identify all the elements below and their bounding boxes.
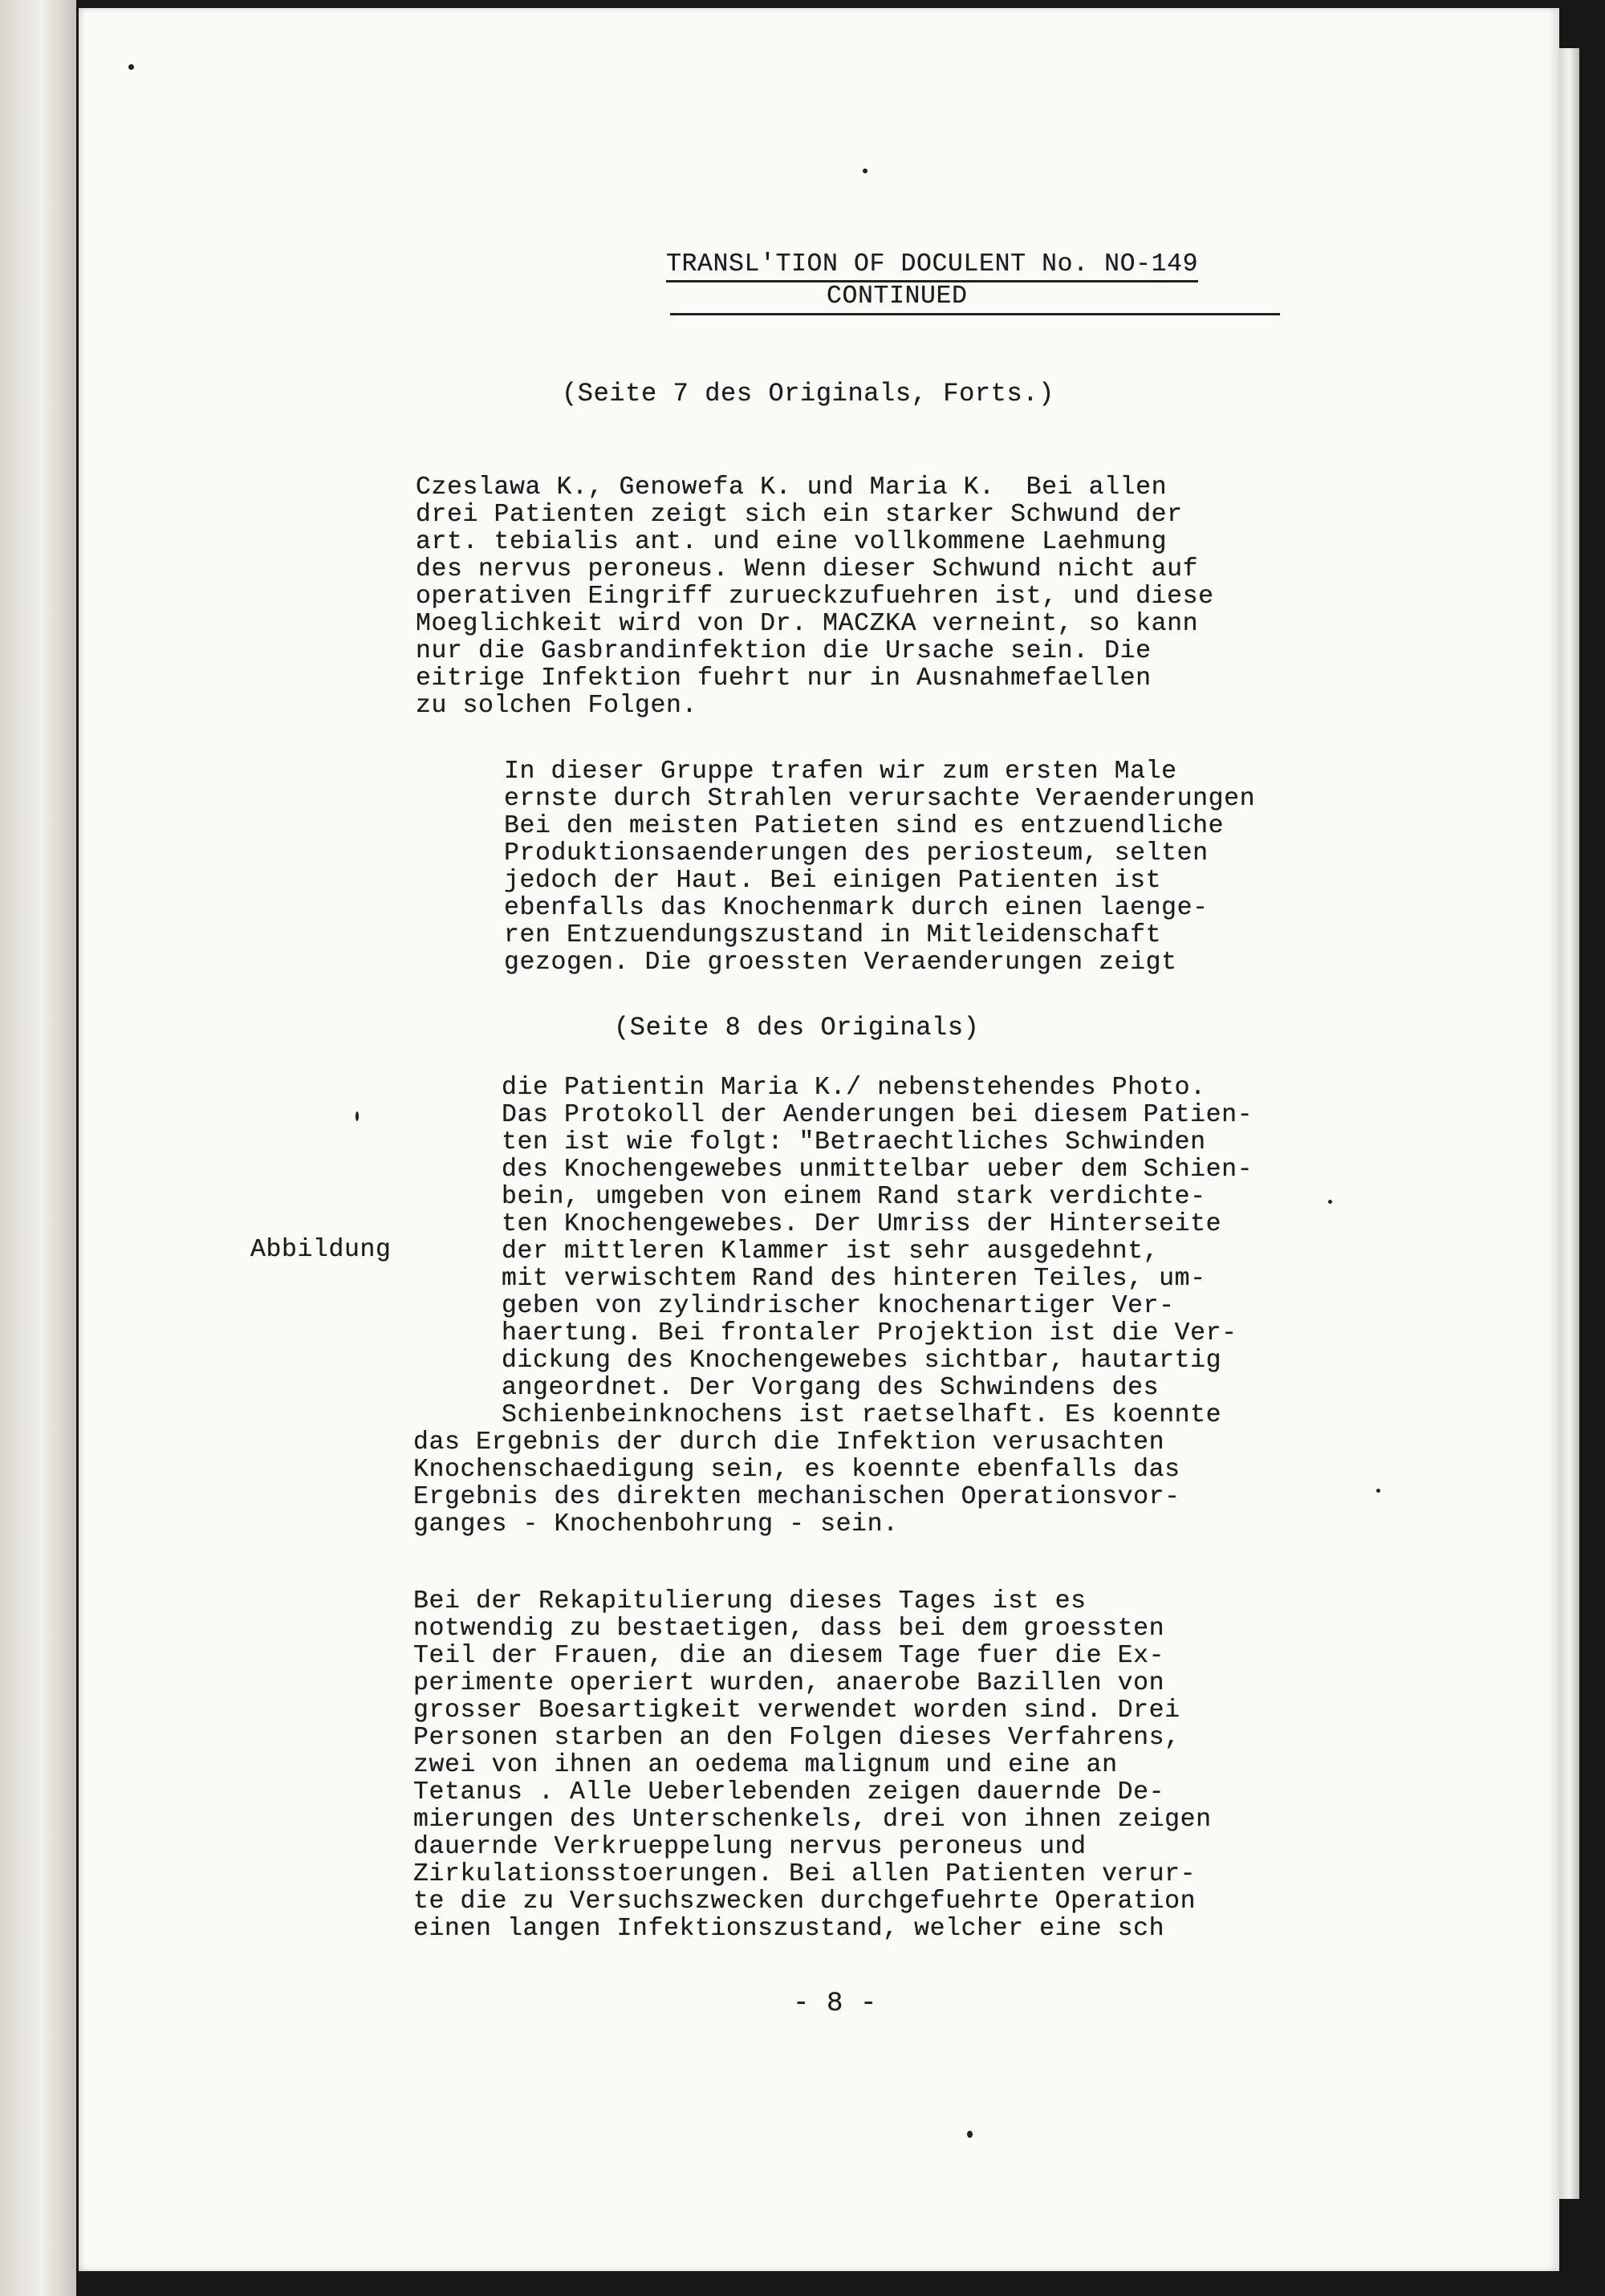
text-line: Knochenschaedigung sein, es koennte ebenfalls das bbox=[413, 1456, 1180, 1484]
text-line: einen langen Infektionszustand, welcher eine sch bbox=[413, 1915, 1165, 1943]
text-line: ren Entzuendungszustand in Mitleidenschaft bbox=[504, 921, 1162, 949]
text-line: nur die Gasbrandinfektion die Ursache sein. Die bbox=[416, 637, 1152, 665]
ink-speck bbox=[1328, 1200, 1332, 1204]
text-line: des Knochengewebes unmittelbar ueber dem Schien- bbox=[502, 1156, 1254, 1184]
text-line: Bei der Rekapitulierung dieses Tages ist es bbox=[413, 1587, 1087, 1615]
text-line: ebenfalls das Knochenmark durch einen laenge- bbox=[504, 894, 1209, 922]
figure-label: Abbildung bbox=[250, 1236, 392, 1264]
text-line: drei Patienten zeigt sich ein starker Schwund der bbox=[416, 501, 1183, 529]
text-line: ten ist wie folgt: "Betraechtliches Schwinden bbox=[502, 1128, 1206, 1156]
text-line: zu solchen Folgen. bbox=[416, 692, 698, 720]
page-stack-edge bbox=[1559, 48, 1579, 2199]
document-subtitle: CONTINUED bbox=[827, 282, 968, 311]
text-line: des nervus peroneus. Wenn dieser Schwund nicht auf bbox=[416, 555, 1199, 583]
text-line: perimente operiert wurden, anaerobe Bazillen von bbox=[413, 1669, 1165, 1697]
text-line: art. tebialis ant. und eine vollkommene Laehmung bbox=[416, 528, 1168, 556]
text-line: gezogen. Die groessten Veraenderungen zeigt bbox=[504, 949, 1177, 977]
facing-page-edge bbox=[0, 0, 76, 2296]
text-line: Produktionsaenderungen des periosteum, selten bbox=[504, 839, 1209, 868]
section-heading-page-8: (Seite 8 des Originals) bbox=[614, 1013, 980, 1042]
text-line: das Ergebnis der durch die Infektion verusachten bbox=[413, 1428, 1165, 1457]
text-line: zwei von ihnen an oedema malignum und eine an bbox=[413, 1751, 1118, 1779]
text-line: ten Knochengewebes. Der Umriss der Hinterseite bbox=[502, 1210, 1222, 1238]
text-line: jedoch der Haut. Bei einigen Patienten ist bbox=[504, 867, 1162, 895]
text-line: notwendig zu bestaetigen, dass bei dem groessten bbox=[413, 1615, 1165, 1643]
page-number: - 8 - bbox=[793, 1989, 878, 2019]
text-line: Moeglichkeit wird von Dr. MACZKA verneint, so kann bbox=[416, 610, 1199, 638]
text-line: operativen Eingriff zurueckzufuehren ist, und diese bbox=[416, 583, 1214, 611]
ink-speck bbox=[967, 2131, 973, 2138]
text-line: Zirkulationsstoerungen. Bei allen Patienten verur- bbox=[413, 1860, 1197, 1888]
text-line: bein, umgeben von einem Rand stark verdichte- bbox=[502, 1183, 1206, 1211]
text-line: Schienbeinknochens ist raetselhaft. Es koennte bbox=[502, 1401, 1222, 1429]
text-line: die Patientin Maria K./ nebenstehendes Photo. bbox=[502, 1074, 1206, 1102]
text-line: Ergebnis des direkten mechanischen Operationsvor- bbox=[413, 1483, 1180, 1511]
text-line: dauernde Verkrueppelung nervus peroneus und bbox=[413, 1833, 1087, 1861]
text-line: Personen starben an den Folgen dieses Verfahrens, bbox=[413, 1724, 1180, 1752]
text-line: Czeslawa K., Genowefa K. und Maria K. Bei allen bbox=[416, 473, 1168, 502]
ink-speck bbox=[128, 64, 134, 70]
ink-speck bbox=[863, 169, 868, 173]
ink-speck bbox=[356, 1111, 359, 1121]
text-line: mierungen des Unterschenkels, drei von ihnen zeigen bbox=[413, 1806, 1212, 1834]
section-heading-page-7: (Seite 7 des Originals, Forts.) bbox=[562, 379, 1054, 408]
text-line: ernste durch Strahlen verursachte Veraenderungen bbox=[504, 785, 1256, 813]
text-line: grosser Boesartigkeit verwendet worden sind. Drei bbox=[413, 1697, 1180, 1725]
text-line: te die zu Versuchszwecken durchgefuehrte Operation bbox=[413, 1888, 1197, 1916]
text-line: In dieser Gruppe trafen wir zum ersten Male bbox=[504, 758, 1177, 786]
text-line: Tetanus . Alle Ueberlebenden zeigen dauernde De- bbox=[413, 1778, 1165, 1806]
text-line: dickung des Knochengewebes sichtbar, hautartig bbox=[502, 1347, 1222, 1375]
text-line: mit verwischtem Rand des hinteren Teiles, um- bbox=[502, 1265, 1206, 1293]
text-line: haertung. Bei frontaler Projektion ist die Ver- bbox=[502, 1319, 1237, 1347]
text-line: Das Protokoll der Aenderungen bei diesem Patien- bbox=[502, 1101, 1254, 1129]
text-line: eitrige Infektion fuehrt nur in Ausnahmefaellen bbox=[416, 664, 1152, 693]
text-line: Teil der Frauen, die an diesem Tage fuer die Ex- bbox=[413, 1642, 1165, 1670]
text-line: geben von zylindrischer knochenartiger Ver- bbox=[502, 1292, 1175, 1320]
document-title: TRANSL'TION OF DOCULENT No. NO-149 bbox=[666, 250, 1198, 282]
text-line: der mittleren Klammer ist sehr ausgedehnt, bbox=[502, 1237, 1160, 1266]
text-line: Bei den meisten Patieten sind es entzuendliche bbox=[504, 812, 1225, 840]
text-line: ganges - Knochenbohrung - sein. bbox=[413, 1510, 899, 1538]
header-underline bbox=[670, 313, 1280, 315]
text-line: angeordnet. Der Vorgang des Schwindens des bbox=[502, 1374, 1160, 1402]
ink-speck bbox=[1376, 1489, 1380, 1493]
